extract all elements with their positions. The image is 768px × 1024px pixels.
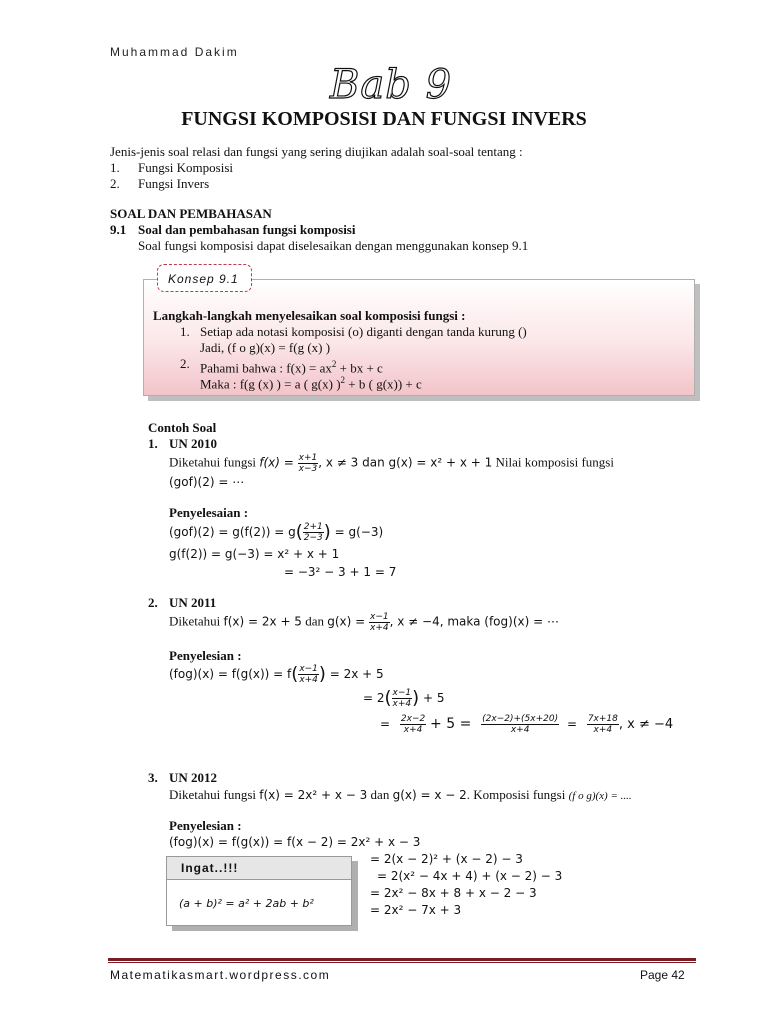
konsep-step-num: 2. [180,356,190,371]
section-heading: SOAL DAN PEMBAHASAN [110,206,272,221]
konsep-step: Setiap ada notasi komposisi (o) diganti dengan tanda kurung () [200,324,527,339]
chapter-label: Bab 9 [330,62,453,108]
problem-number: 3. [148,770,158,785]
problem-title: UN 2011 [169,595,217,610]
subsection-heading: Soal dan pembahasan fungsi komposisi [138,222,356,237]
solution-line: = 2x² − 8x + 8 + x − 2 − 3 [370,886,537,900]
intro-item: Fungsi Invers [138,176,210,191]
footer-rule [108,958,696,961]
intro-text: Jenis-jenis soal relasi dan fungsi yang sering diujikan adalah soal-soal tentang : [110,144,523,159]
reminder-title: Ingat..!!! [181,861,239,875]
solution-line: (fog)(x) = f(g(x)) = f(x − 2) = 2x² + x − 3 [169,835,421,849]
solution-line: = 2(x − 2)² + (x − 2) − 3 [370,852,523,866]
solution-heading: Penyelesian : [169,818,242,833]
problem-question: Diketahui fungsi f(x) = $\frac{x+1}{x-3}$ , x ≠ 3 dan g(x) = x² + x + 1 Nilai komposisi fungsi [169,453,614,474]
subsection-text: Soal fungsi komposisi dapat diselesaikan dengan menggunakan konsep 9.1 [138,238,529,253]
intro-item-num: 2. [110,176,120,191]
problem-title: UN 2010 [169,436,218,451]
intro-item-num: 1. [110,160,120,175]
reminder-formula: (a + b)² = a² + 2ab + b² [179,897,314,910]
footer-rule-thin [108,962,696,963]
konsep-tag: Konsep 9.1 [157,264,252,292]
problem-question: Diketahui f(x) = 2x + 5 dan g(x) = $\frac{x-1}{x+4}$ , x ≠ −4, maka (fog)(x) = ⋯ [169,612,559,633]
subsection-number: 9.1 [110,222,127,237]
konsep-step-num: 1. [180,324,190,339]
problem-question-line2: (gof)(2) = ⋯ [169,475,245,489]
solution-heading: Penyelesaian : [169,505,249,520]
author-name: Muhammad Dakim [110,45,239,59]
solution-line: = 2( $\frac{x-1}{x+4}$ ) + 5 [363,687,445,709]
solution-line: = 2x² − 7x + 3 [370,903,462,917]
reminder-box [166,856,352,926]
page-number: Page 42 [640,968,685,982]
solution-line: = 2(x² − 4x + 4) + (x − 2) − 3 [377,869,563,883]
konsep-step-detail: Jadi, (f o g)(x) = f(g (x) ) [200,340,331,355]
footer-site: Matematikasmart.wordpress.com [110,968,331,982]
problem-question: Diketahui fungsi f(x) = 2x² + x − 3 dan g(x) = x − 2. Komposisi fungsi (f o g)(x) = .... [169,787,632,802]
chapter-title: FUNGSI KOMPOSISI DAN FUNGSI INVERS [181,108,587,130]
konsep-step: Pahami bahwa : $f(x) = ax^2$ + bx + c [200,359,383,376]
solution-line: = −3² − 3 + 1 = 7 [284,565,397,579]
solution-heading: Penyelesian : [169,648,242,663]
problem-number: 1. [148,436,158,451]
konsep-step-detail: Maka : f(g (x) ) = a ( g(x) )$^2$ + b ( g(x)) + c [200,375,422,392]
solution-line: (gof)(2) = g(f(2)) = g( $\frac{2+1}{2-3}$ ) = g(−3) [169,521,384,543]
problem-number: 2. [148,595,158,610]
problem-title: UN 2012 [169,770,218,785]
contoh-heading: Contoh Soal [148,420,217,435]
solution-line: = $\frac{2x-2}{x+4}$ + 5 = $\frac{(2x-2)+(5x+20)}{x+4}$ = $\frac{7x+18}{x+4}$ , x ≠ −4 [380,714,674,735]
intro-item: Fungsi Komposisi [138,160,233,175]
solution-line: (fog)(x) = f(g(x)) = f( $\frac{x-1}{x+4}$ ) = 2x + 5 [169,663,384,685]
konsep-heading: Langkah-langkah menyelesaikan soal komposisi fungsi : [153,308,466,323]
solution-line: g(f(2)) = g(−3) = x² + x + 1 [169,547,340,561]
